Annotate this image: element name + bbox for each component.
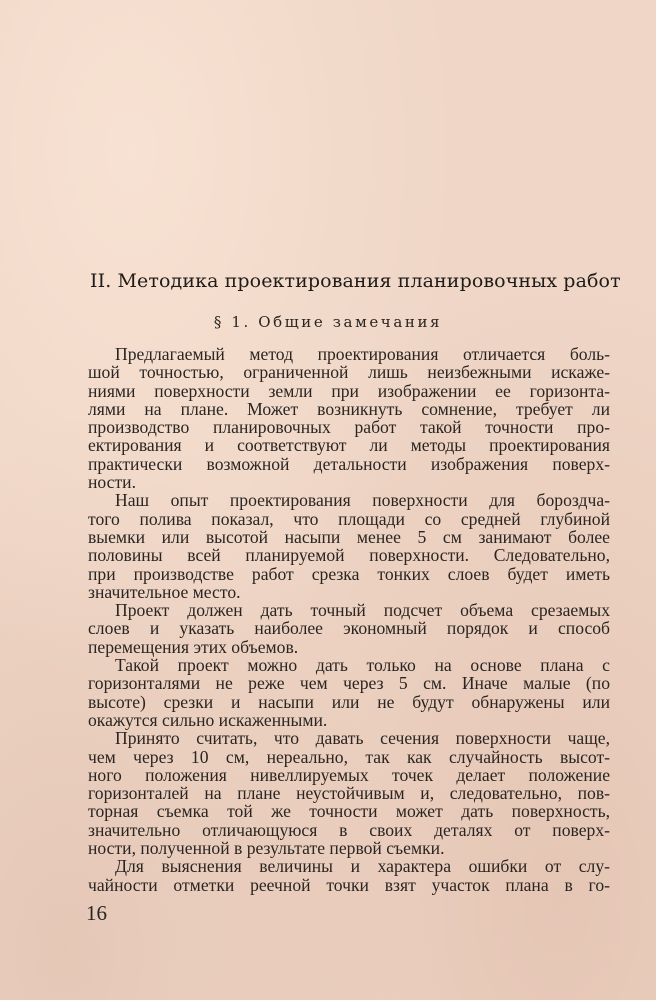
- text-line: значительное место.: [88, 581, 241, 602]
- paragraph-2: [88, 491, 610, 601]
- text-line: того полива показал, что площади со средней глубиной: [88, 508, 610, 529]
- text-line: Проект должен дать точный подсчет объема срезаемых: [115, 600, 610, 621]
- text-line: ектирования и соответствуют ли методы проектирования: [88, 435, 610, 456]
- section-title: § 1. Общие замечания: [213, 313, 443, 331]
- text-line: Наш опыт проектирования поверхности для бороздча-: [115, 490, 610, 511]
- text-line: ности, полученной в результате первой съемки.: [88, 838, 445, 859]
- text-line: лями на плане. Может возникнуть сомнение, требует ли: [88, 398, 610, 419]
- text-line: чайности отметки реечной точки взят участок плана в го-: [88, 874, 610, 895]
- text-line: производство планировочных работ такой точности про-: [88, 417, 610, 438]
- text-line: торная съемка той же точности может дать поверхность,: [88, 801, 610, 822]
- text-line: Для выяснения величины и характера ошибки от слу-: [115, 856, 610, 877]
- text-line: значительно отличающуюся в своих деталях от поверх-: [88, 819, 610, 840]
- paragraph-1: [88, 345, 610, 491]
- text-line: Предлагаемый метод проектирования отличается боль-: [115, 344, 610, 364]
- body-text: [88, 345, 610, 894]
- chapter-title: II. Методика проектирования планировочных работ: [90, 270, 621, 292]
- text-line: высоте) срезки и насыпи или не будут обнаружены или: [88, 691, 610, 712]
- text-line: горизонталями не реже чем через 5 см. Иначе малые (по: [88, 673, 610, 694]
- text-line: практически возможной детальности изображения поверх-: [88, 453, 610, 474]
- text-line: горизонталей на плане неустойчивым и, следовательно, пов-: [88, 783, 610, 804]
- text-line: ного положения нивеллируемых точек делает положение: [88, 764, 610, 785]
- page-number: 16: [86, 901, 107, 925]
- text-line: окажутся сильно искаженными.: [88, 709, 328, 730]
- text-line: перемещения этих объемов.: [88, 636, 299, 657]
- text-line: ниями поверхности земли при изображении ее горизонта-: [88, 380, 610, 401]
- text-line: Принято считать, что давать сечения поверхности чаще,: [115, 728, 610, 749]
- text-line: выемки или высотой насыпи менее 5 см занимают более: [88, 526, 610, 547]
- text-line: половины всей планируемой поверхности. Следовательно,: [88, 545, 610, 566]
- text-line: Такой проект можно дать только на основе плана с: [115, 655, 610, 676]
- paragraph-6: [88, 857, 610, 894]
- paragraph-4: [88, 656, 610, 729]
- text-line: слоев и указать наиболее экономный порядок и способ: [88, 618, 610, 639]
- text-line: чем через 10 см, нереально, так как случайность высот-: [88, 746, 610, 767]
- text-line: шой точностью, ограниченной лишь неизбежными искаже-: [88, 362, 610, 383]
- paragraph-3: [88, 601, 610, 656]
- text-line: ности.: [88, 472, 136, 493]
- text-line: при производстве работ срезка тонких слоев будет иметь: [88, 563, 610, 584]
- paragraph-5: [88, 729, 610, 857]
